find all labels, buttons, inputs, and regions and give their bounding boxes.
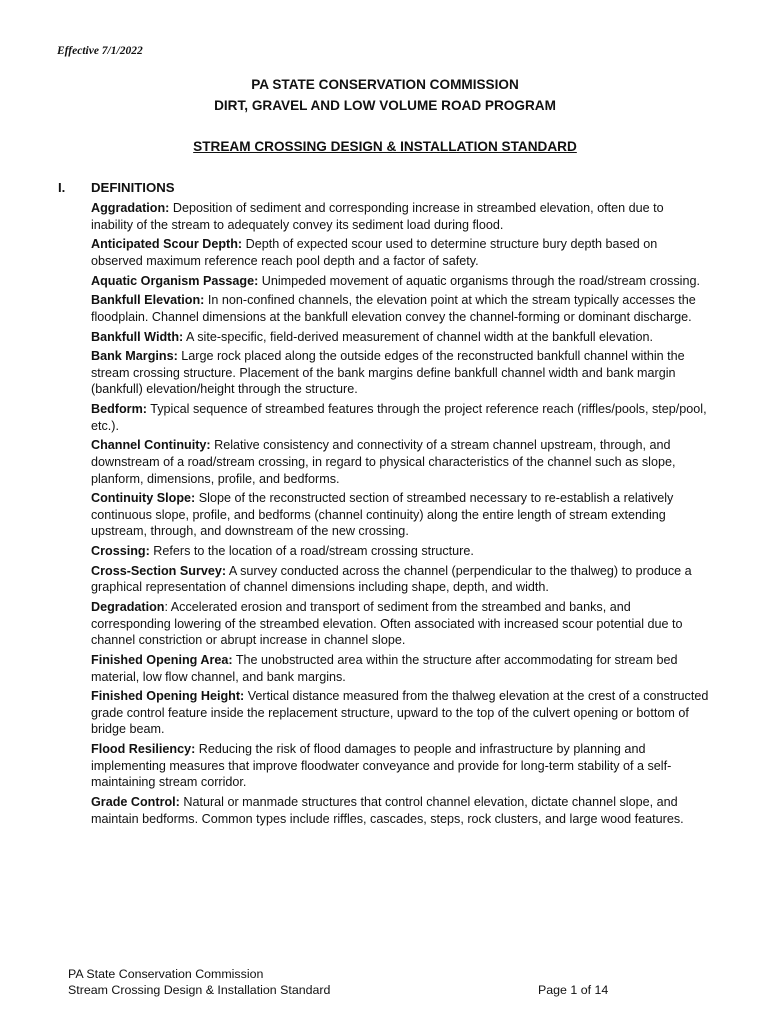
definition-text: Natural or manmade structures that control channel elevation, dictate channel slope, and maintain bedforms. Common types include riffles, cascades, steps, rock clusters, and large wood features. (91, 795, 684, 826)
definition-item (91, 437, 709, 487)
definition-text: Refers to the location of a road/stream crossing structure. (149, 544, 474, 559)
definition-text: Depth of expected scour used to determine structure bury depth based on observed maximum reference reach pool depth and a factor of safety. (91, 237, 658, 268)
definition-text: Unimpeded movement of aquatic organisms through the road/stream crossing. (258, 273, 700, 288)
document-title (0, 74, 770, 116)
definition-term: Aggradation: (91, 201, 170, 215)
definition-item (91, 599, 709, 649)
definition-text: : Accelerated erosion and transport of sediment from the streambed and banks, and corresponding lowering of the streambed elevation. Often associated with increased scour potential due to channel constriction or abrupt increase in channel slope. (91, 600, 683, 648)
definition-item (91, 200, 709, 233)
definition-term: Bank Margins: (91, 349, 178, 364)
definitions-list (91, 200, 709, 830)
definition-text: Large rock placed along the outside edges of the reconstructed bankfull channel within the stream crossing structure. Placement of the bank margins define bankfull channel width and bank margin (bankfull) elevation/height through the structure. (91, 349, 685, 397)
definition-text: The unobstructed area within the structure after accommodating for stream bed material, low flow channel, and bank margins. (91, 652, 678, 684)
title-line-2: DIRT, GRAVEL AND LOW VOLUME ROAD PROGRAM (214, 98, 556, 113)
definition-item (91, 348, 709, 398)
definition-item (91, 652, 709, 685)
definition-term: Grade Control: (91, 795, 180, 809)
section-title: DEFINITIONS (91, 180, 175, 195)
definition-text: Deposition of sediment and corresponding increase in streambed elevation, often due to inability of the stream to adequately convey its sediment load during flood. (91, 201, 664, 232)
definition-term: Channel Continuity: (91, 438, 211, 453)
title-line-1: PA STATE CONSERVATION COMMISSION (251, 77, 519, 92)
section-number: I. (58, 180, 66, 195)
definition-term: Bankfull Elevation: (91, 293, 205, 308)
definition-term: Crossing: (91, 544, 150, 559)
definition-term: Anticipated Scour Depth: (91, 237, 243, 252)
definition-item (91, 563, 709, 596)
definition-text: Reducing the risk of flood damages to people and infrastructure by planning and implementing measures that improve floodwater conveyance and provide for long-term stability of a self-maintaining stream corridor. (91, 742, 672, 790)
definition-text: Vertical distance measured from the thalweg elevation at the crest of a constructed grade control feature inside the replacement structure, upward to the top of the culvert opening or bottom of bridge beam. (91, 689, 709, 737)
definition-item (91, 688, 709, 738)
definition-term: Finished Opening Area: (91, 652, 233, 667)
definition-item (91, 292, 709, 325)
definition-term: Finished Opening Height: (91, 689, 245, 704)
document-subtitle: STREAM CROSSING DESIGN & INSTALLATION STANDARD (193, 139, 577, 154)
definition-text: Slope of the reconstructed section of streambed necessary to re-establish a relatively continuous slope, profile, and bedforms (channel continuity) along the entire length of stream extending upstream, through, and downstream of the new crossing. (91, 491, 674, 539)
definition-text: Relative consistency and connectivity of a stream channel upstream, through, and downstream of a road/stream crossing, in regard to physical characteristics of the channel such as slope, planform, dimensions, profile, and bedforms. (91, 438, 676, 486)
definition-term: Flood Resiliency: (91, 742, 196, 757)
definition-item (91, 543, 709, 560)
definition-item (91, 794, 709, 827)
definition-text: Typical sequence of streambed features through the project reference reach (riffles/pools, step/pool, etc.). (91, 402, 707, 433)
footer-left (68, 966, 330, 998)
definition-text: In non-confined channels, the elevation point at which the stream typically accesses the floodplain. Channel dimensions at the bankfull elevation convey the channel-forming or dominant discharge. (91, 293, 696, 324)
page-number: Page 1 of 14 (538, 983, 609, 997)
definition-term: Continuity Slope: (91, 491, 196, 506)
definition-term: Bankfull Width: (91, 329, 184, 344)
definition-term: Degradation (91, 600, 165, 615)
definition-term: Bedform: (91, 402, 147, 417)
definition-item (91, 273, 709, 290)
definition-item (91, 490, 709, 540)
effective-date: Effective 7/1/2022 (57, 45, 143, 57)
definition-term: Cross-Section Survey: (91, 563, 227, 578)
definition-text: A site-specific, field-derived measurement of channel width at the bankfull elevation. (183, 329, 653, 344)
definition-item (91, 236, 709, 269)
definition-item (91, 401, 709, 434)
definition-text: A survey conducted across the channel (perpendicular to the thalweg) to produce a graphical representation of channel dimensions including shape, depth, and width. (91, 563, 692, 595)
definition-term: Aquatic Organism Passage: (91, 273, 259, 288)
definition-item (91, 741, 709, 791)
footer-doc-title: Stream Crossing Design & Installation Standard (68, 983, 331, 997)
footer-org: PA State Conservation Commission (68, 967, 264, 981)
definition-item (91, 329, 709, 346)
